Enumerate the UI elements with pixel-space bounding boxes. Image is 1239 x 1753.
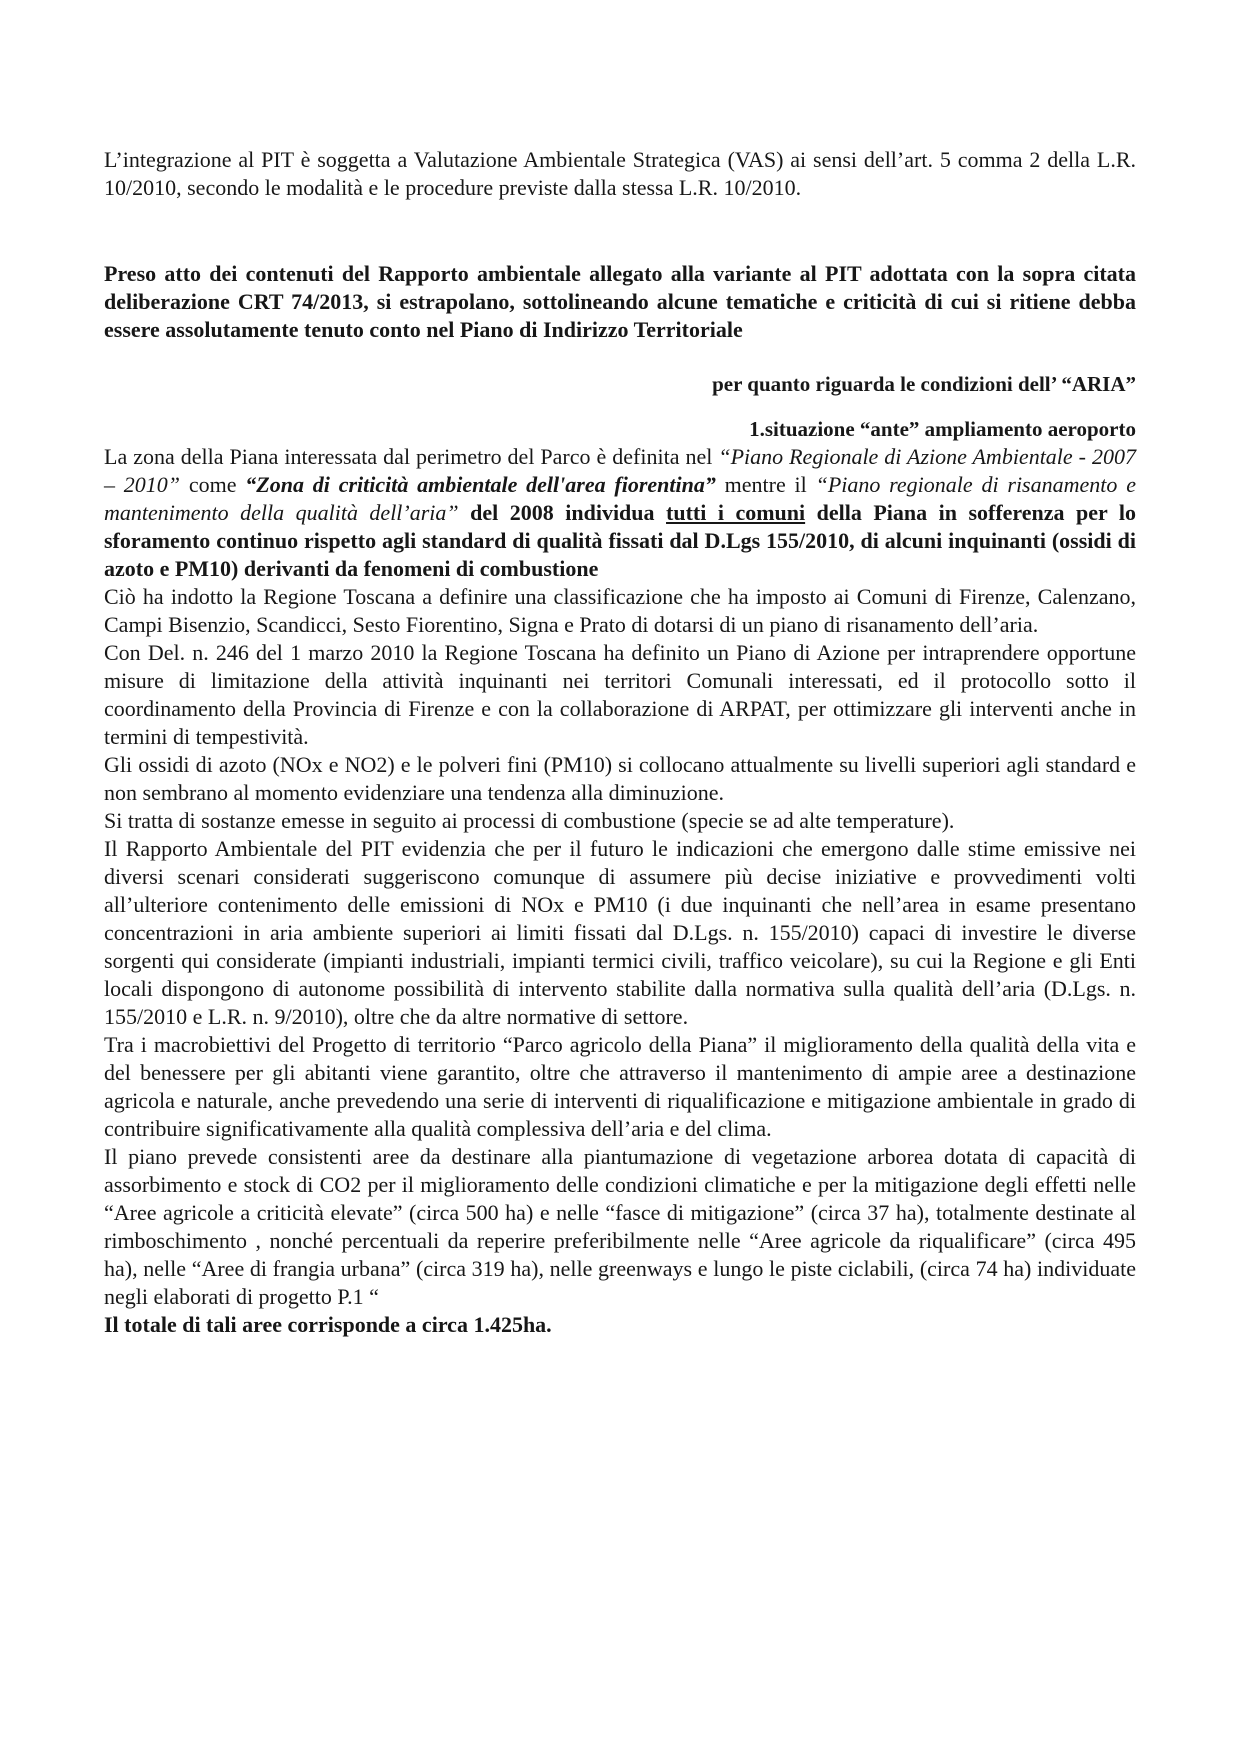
paragraph-ossidi-azoto: Gli ossidi di azoto (NOx e NO2) e le polveri fini (PM10) si collocano attualmente su livelli superiori agli standard e non sembrano al momento evidenziare una tendenza alla diminuzione. xyxy=(104,752,1136,805)
paragraph-cio-ha-indotto: Ciò ha indotto la Regione Toscana a definire una classificazione che ha imposto ai Comuni di Firenze, Calenzano, Campi Bisenzio, Scandicci, Sesto Fiorentino, Signa e Prato di dotarsi di un piano di risanamento dell’aria. xyxy=(104,584,1136,637)
text-run-sofferenza-sforamento: della Piana in sofferenza per lo sforamento continuo rispetto agli standard di qualità fissati dal D.Lgs 155/2010, di alcuni inquinanti (ossidi di azoto e PM10) derivanti da fenomeni di combustione xyxy=(104,500,1137,581)
document-page xyxy=(104,0,1136,1339)
text-run-mentre: mentre il xyxy=(715,472,816,497)
paragraph-sostanze-combustione: Si tratta di sostanze emesse in seguito ai processi di combustione (specie se ad alte temperature). xyxy=(104,808,955,833)
text-run-come: come xyxy=(180,472,246,497)
paragraph-piano-piantumazione: Il piano prevede consistenti aree da destinare alla piantumazione di vegetazione arborea dotata di capacità di assorbimento e stock di CO2 per il miglioramento delle condizioni climatiche e per la mitigazione degli effetti nelle “Aree agricole a criticità elevate” (circa 500 ha) e nelle “fasce di mitigazione” (circa 37 ha), totalmente destinate al rimboschimento , nonché percentuali da reperire preferibilmente nelle “Aree agricole da riqualificare” (circa 495 ha), nelle “Aree di frangia urbana” (circa 319 ha), nelle greenways e lungo le piste ciclabili, (circa 74 ha) individuate negli elaborati di progetto P.1 “ xyxy=(104,1144,1136,1309)
heading-situazione-ante-aeroporto: 1.situazione “ante” ampliamento aeroporto xyxy=(749,417,1136,441)
heading-condizioni-aria: per quanto riguarda le condizioni dell’ “ARIA” xyxy=(712,372,1136,396)
text-run-zona-intro: La zona della Piana interessata dal perimetro del Parco è definita nel xyxy=(104,444,719,469)
paragraph-preso-atto: Preso atto dei contenuti del Rapporto ambientale allegato alla variante al PIT adottata con la sopra citata deliberazione CRT 74/2013, si estrapolano, sottolineando alcune tematiche e criticità di cui si ritiene debba essere assolutamente tenuto conto nel Piano di Indirizzo Territoriale xyxy=(104,261,1136,342)
text-run-piano-regionale-azione: “Piano Regionale di Azione Ambientale - 2007 – 2010” xyxy=(104,444,1136,497)
paragraph-totale-aree: Il totale di tali aree corrisponde a circa 1.425ha. xyxy=(104,1312,552,1337)
text-run-zona-criticita: “Zona di criticità ambientale dell'area fiorentina” xyxy=(245,472,716,497)
paragraph-con-del-246: Con Del. n. 246 del 1 marzo 2010 la Regione Toscana ha definito un Piano di Azione per intraprendere opportune misure di limitazione della attività inquinanti nei territori Comunali interessati, ed il protocollo sotto il coordinamento della Provincia di Firenze e con la collaborazione di ARPAT, per ottimizzare gli interventi anche in termini di tempestività. xyxy=(104,640,1136,749)
text-run-piano-risanamento: “Piano regionale di risanamento e mantenimento della qualità dell’aria” xyxy=(104,472,1136,525)
text-run-tutti-i-comuni: tutti i comuni xyxy=(666,500,806,525)
paragraph-rapporto-ambientale: Il Rapporto Ambientale del PIT evidenzia che per il futuro le indicazioni che emergono dalle stime emissive nei diversi scenari considerati suggeriscono comunque di assumere più decise iniziative e provvedimenti volti all’ulteriore contenimento delle emissioni di NOx e PM10 (i due inquinanti che nell’area in esame presentano concentrazioni in aria ambiente superiori ai limiti fissati dal D.Lgs. n. 155/2010) capaci di investire le diverse sorgenti qui considerate (impianti industriali, impianti termici civili, traffico veicolare), su cui la Regione e gli Enti locali dispongono di autonome possibilità di intervento stabilite dalla normativa sulla qualità dell’aria (D.Lgs. n. 155/2010 e L.R. n. 9/2010), oltre che da altre normative di settore. xyxy=(104,836,1136,1029)
text-run-individua: del 2008 individua xyxy=(458,500,667,525)
paragraph-integrazione-pit: L’integrazione al PIT è soggetta a Valutazione Ambientale Strategica (VAS) ai sensi dell’art. 5 comma 2 della L.R. 10/2010, secondo le modalità e le procedure previste dalla stessa L.R. 10/2010. xyxy=(104,147,1136,200)
paragraph-macrobiettivi: Tra i macrobiettivi del Progetto di territorio “Parco agricolo della Piana” il miglioramento della qualità della vita e del benessere per gli abitanti viene garantito, oltre che attraverso il mantenimento di ampie aree a destinazione agricola e naturale, anche prevedendo una serie di interventi di riqualificazione e mitigazione ambientale in grado di contribuire significativamente alla qualità complessiva dell’aria e del clima. xyxy=(104,1032,1136,1141)
paragraph-zona-piana xyxy=(104,443,1136,583)
